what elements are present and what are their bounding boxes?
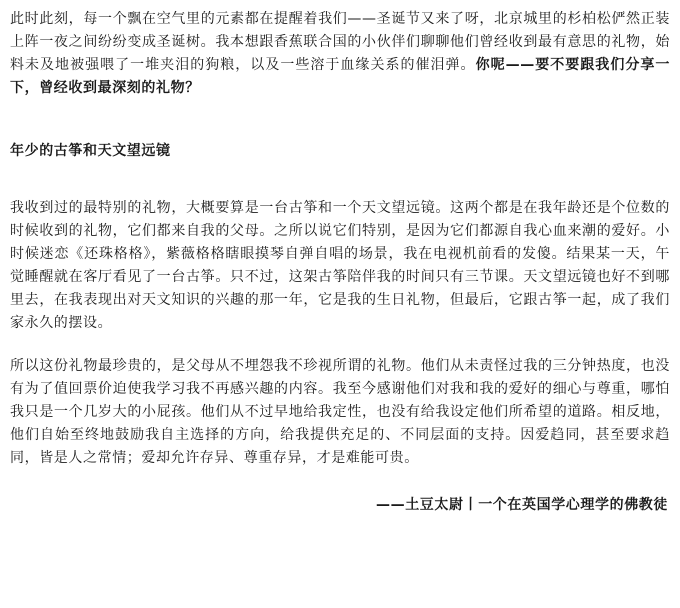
section-paragraph-1: 我收到过的最特别的礼物，大概要算是一台古筝和一个天文望远镜。这两个都是在我年龄还是个位数的时候收到的礼物，它们都来自我的父母。之所以说它们特别，是因为它们都源自我心血来潮的爱好。小时候迷恋《还珠格格》，紫薇格格瞎眼摸琴自弹自唱的场景，我在电视机前看的发傻。结果某一天，午觉睡醒就在客厅看见了一台古筝。只不过，这架古筝陪伴我的时间只有三节课。天文望远镜也好不到哪里去，在我表现出对天文知识的兴趣的那一年，它是我的生日礼物，但最后，它跟古筝一起，成了我们家永久的摆设。 (10, 200, 670, 331)
article (10, 8, 670, 517)
author-signature: ——土豆太尉丨一个在英国学心理学的佛教徒 (376, 497, 668, 513)
intro-question: 你呢——要不要跟我们分享一下，曾经收到最深刻的礼物？ (10, 57, 670, 96)
section-heading: 年少的古筝和天文望远镜 (10, 143, 171, 159)
intro-text: 此时此刻，每一个飘在空气里的元素都在提醒着我们——圣诞节又来了呀，北京城里的杉柏松俨然正装上阵一夜之间纷纷变成圣诞树。我本想跟香蕉联合国的小伙伴们聊聊他们曾经收到最有意思的礼物，始料未及地被强喂了一堆夹泪的狗粮，以及一些溶于血缘关系的催泪弹。 (10, 11, 670, 73)
section-paragraph-2: 所以这份礼物最珍贵的，是父母从不埋怨我不珍视所谓的礼物。他们从未责怪过我的三分钟热度，也没有为了值回票价迫使我学习我不再感兴趣的内容。我至今感谢他们对我和我的爱好的细心与尊重，哪怕我只是一个几岁大的小屁孩。他们从不过早地给我定性，也没有给我设定他们所希望的道路。相反地，他们自始至终地鼓励我自主选择的方向，给我提供充足的、不同层面的支持。因爱趋同，甚至要求趋同，皆是人之常情；爱却允许存异、尊重存异，才是难能可贵。 (10, 358, 670, 466)
intro-paragraph (10, 8, 670, 100)
